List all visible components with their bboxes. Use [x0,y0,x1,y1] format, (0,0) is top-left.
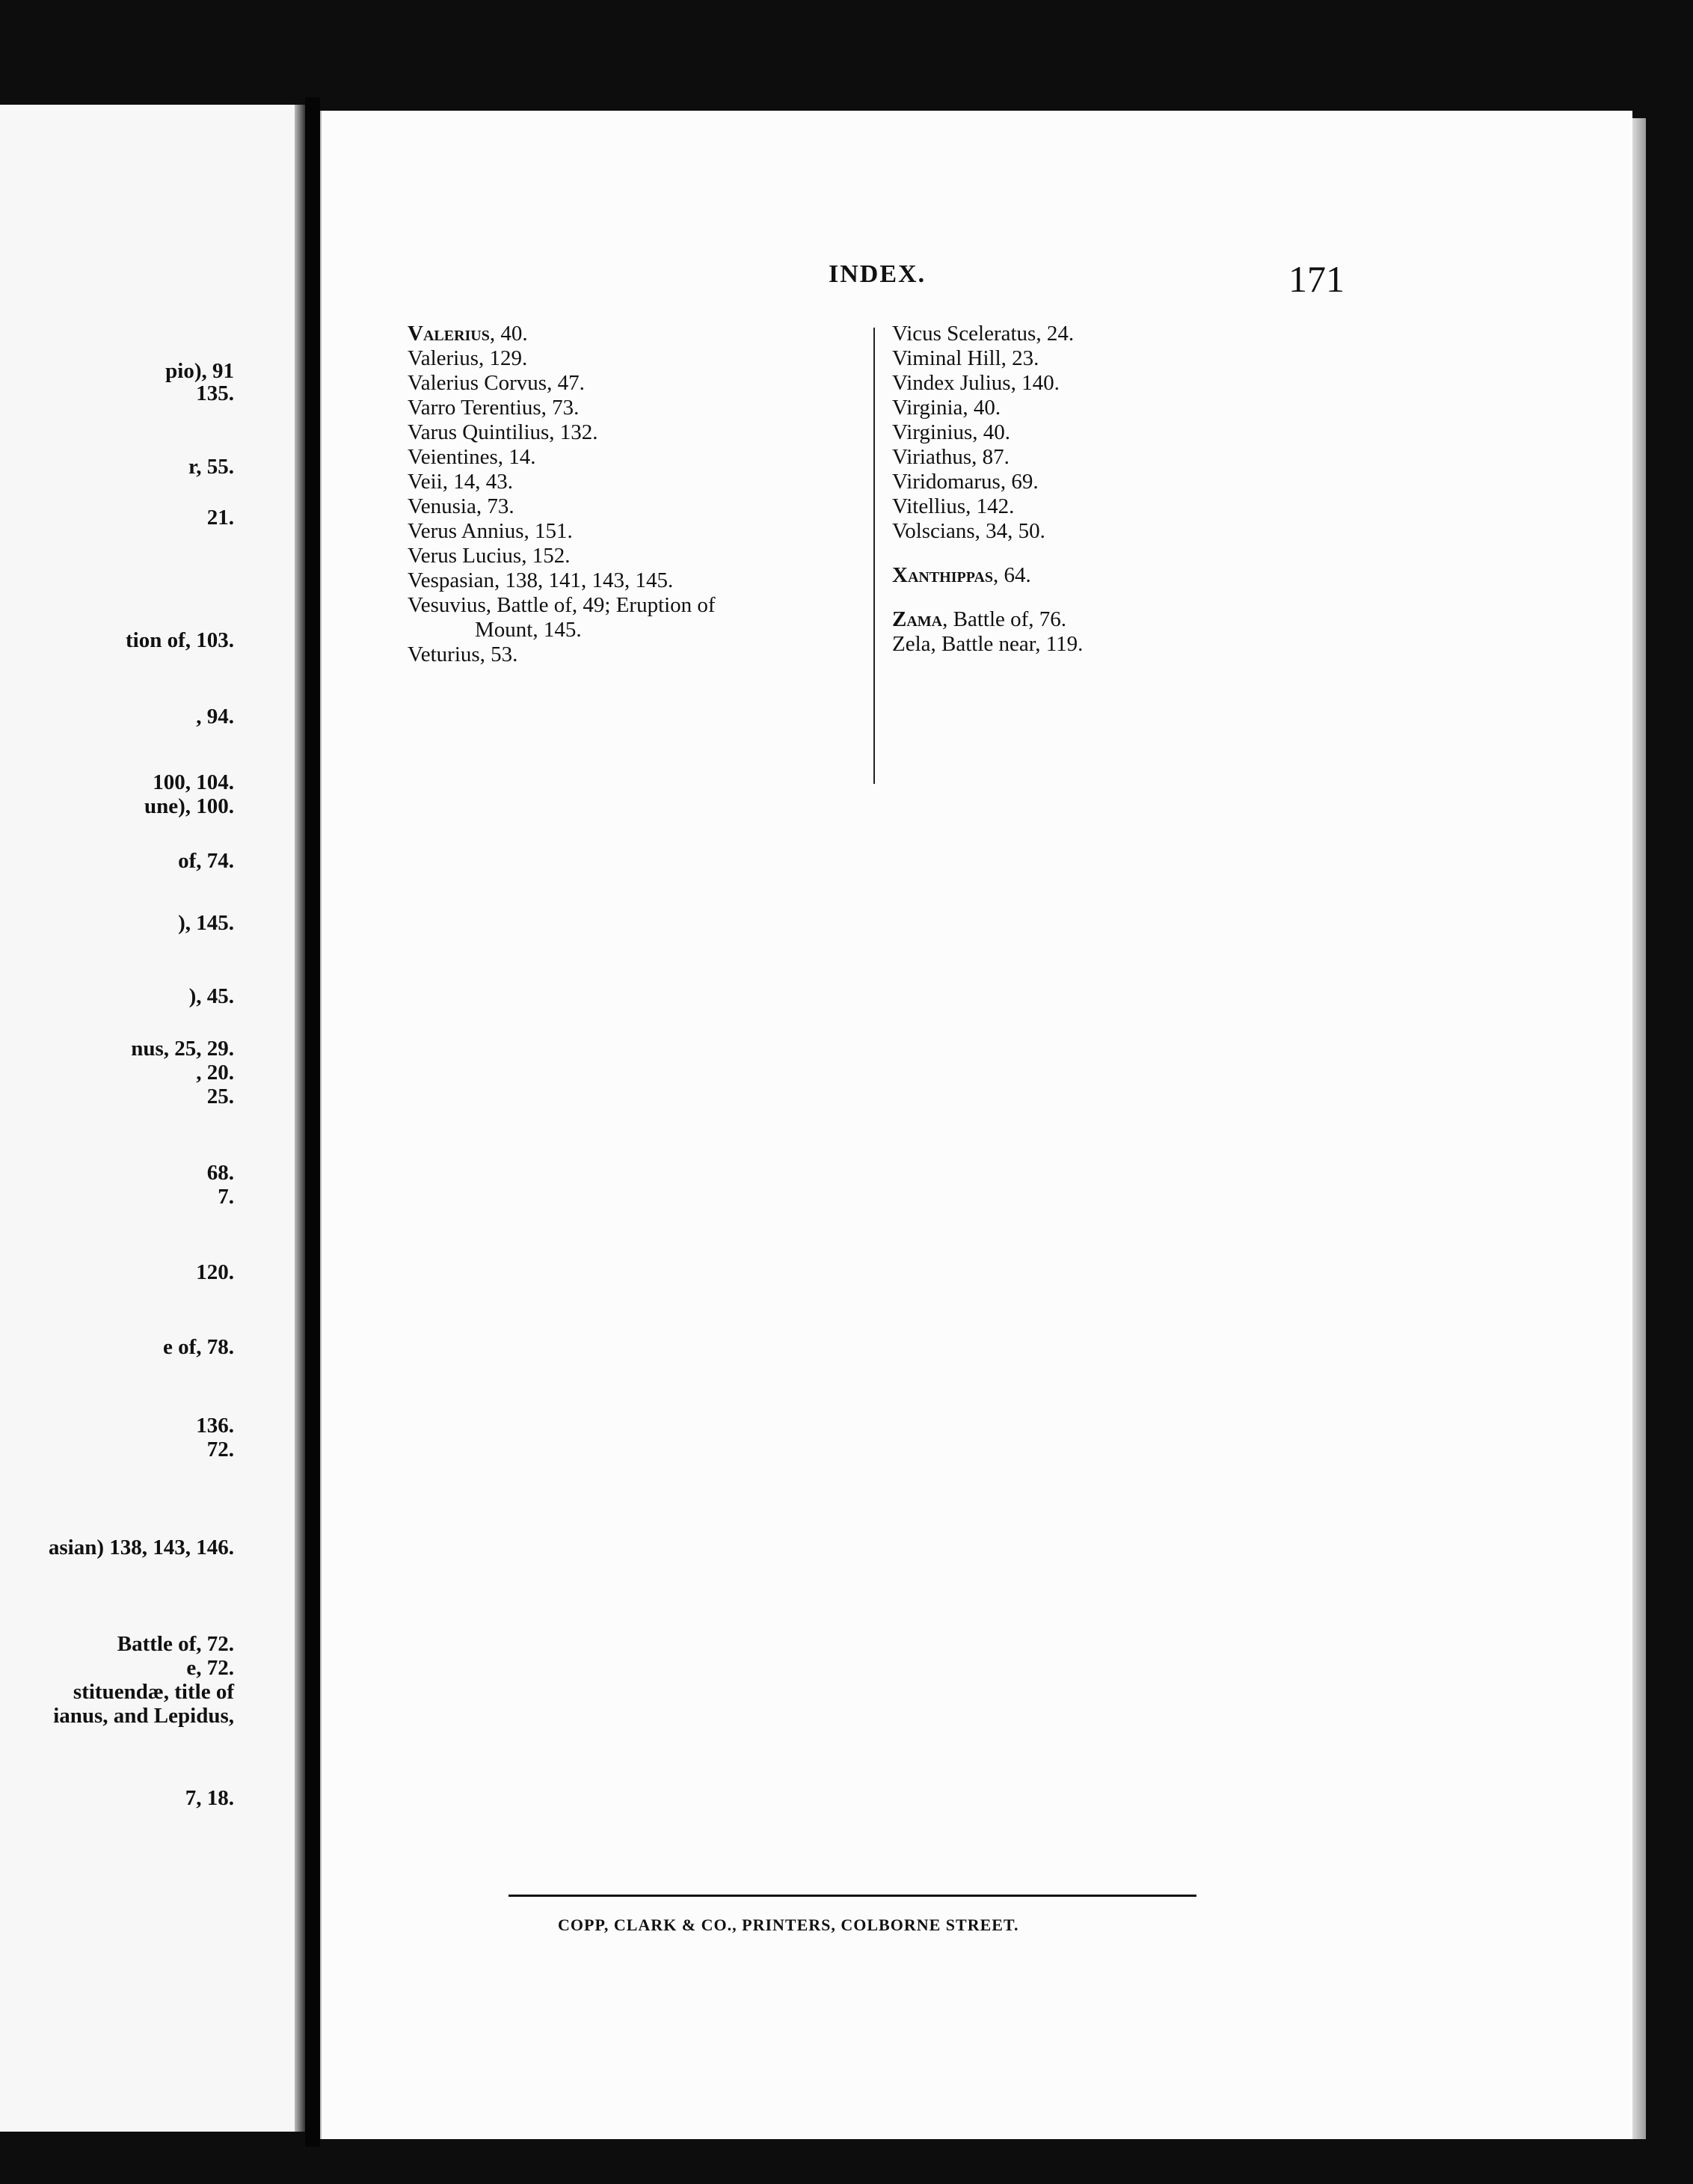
index-entry-text: Valerius Corvus, 47. [408,371,585,395]
index-entry-text: Viriathus, 87. [892,445,1010,469]
index-entry-text: Virginia, 40. [892,396,1001,420]
index-entry [892,420,1266,445]
index-entry-text: Venusia, 73. [408,494,514,518]
index-entry-pages: , Battle of, 76. [942,607,1067,631]
index-entry-text: Viminal Hill, 23. [892,346,1039,370]
index-entry-text: Viridomarus, 69. [892,470,1039,494]
index-entry [408,519,871,544]
index-entry-text: Vespasian, 138, 141, 143, 145. [408,568,674,592]
index-entry-text: Varus Quintilius, 132. [408,420,598,444]
index-entry [892,346,1266,371]
index-entry [408,420,871,445]
column-divider [873,328,875,784]
index-entry [408,494,871,519]
index-entry-pages: , 64. [993,563,1031,587]
index-entry [408,642,871,667]
previous-page-line: stituendæ, title of [73,1680,234,1704]
printer-imprint: COPP, CLARK & CO., PRINTERS, COLBORNE STREET. [558,1915,1019,1934]
book-spine [295,105,305,2132]
index-entry-head: Zama [892,607,943,631]
page-edge [1632,118,1646,2139]
page-gutter [305,97,320,2147]
index-entry [892,519,1266,544]
index-entry [892,322,1266,346]
previous-page-line: pio), 91 [165,359,234,383]
previous-page-line: 100, 104. [153,770,234,794]
index-entry-text: Volscians, 34, 50. [892,519,1045,543]
running-head: INDEX. [829,260,927,288]
previous-page-line: 21. [206,506,234,530]
index-entry-text: Verus Lucius, 152. [408,544,571,568]
page-number: 171 [1288,258,1345,300]
footer-rule [508,1895,1196,1897]
index-entry-continuation: Mount, 145. [475,618,582,642]
index-entry [408,396,871,420]
index-entry [408,593,871,642]
index-entry [408,568,871,593]
index-entry [892,632,1266,657]
index-entry-head: Valerius [408,322,490,346]
index-page [320,111,1632,2139]
index-letter-gap [892,544,1266,563]
previous-page-line: une), 100. [144,794,234,818]
index-entry-text: Virginius, 40. [892,420,1011,444]
previous-page-line: 120. [196,1260,234,1284]
index-entry-text: Veientines, 14. [408,445,536,469]
index-entry-head: Xanthippas [892,563,994,587]
previous-page-line: 7. [218,1185,234,1209]
index-entry-text: Zela, Battle near, 119. [892,632,1084,656]
index-entry [892,470,1266,494]
index-entry-text: Vicus Sceleratus, 24. [892,322,1075,346]
previous-page-line: r, 55. [188,455,234,479]
index-entry [892,371,1266,396]
previous-page-line: 25. [206,1085,234,1108]
previous-page-line: 136. [196,1414,234,1438]
previous-page-line: tion of, 103. [126,628,234,652]
index-entry [408,346,871,371]
previous-page-line: Battle of, 72. [117,1632,234,1656]
previous-page-line: nus, 25, 29. [131,1037,234,1061]
index-entry [892,445,1266,470]
index-column-right [892,322,1266,657]
previous-page-line: ), 145. [178,911,234,935]
index-entry [408,371,871,396]
previous-page-line: , 20. [196,1061,234,1085]
previous-page-line: of, 74. [178,849,234,873]
index-entry-text: Verus Annius, 151. [408,519,573,543]
previous-page-fragment [0,105,305,2132]
index-entry [408,322,871,346]
previous-page-line: ), 45. [188,984,234,1008]
previous-page-line: asian) 138, 143, 146. [48,1536,234,1559]
previous-page-line: 72. [206,1438,234,1461]
index-entry [892,563,1266,588]
index-entry [408,470,871,494]
previous-page-line: 7, 18. [185,1786,234,1810]
index-entry-text: Vesuvius, Battle of, 49; Eruption of [408,593,716,617]
index-letter-gap [892,588,1266,607]
index-entry-pages: , 40. [489,322,528,346]
previous-page-line: ianus, and Lepidus, [53,1704,234,1728]
index-entry-text: Vindex Julius, 140. [892,371,1060,395]
index-entry-text: Vitellius, 142. [892,494,1015,518]
index-entry-text: Veii, 14, 43. [408,470,513,494]
previous-page-line: 68. [206,1161,234,1185]
previous-page-line: 135. [196,381,234,405]
index-entry-text: Veturius, 53. [408,642,518,666]
index-entry [892,607,1266,632]
previous-page-line: e of, 78. [162,1335,234,1359]
previous-page-line: e, 72. [186,1656,234,1680]
index-column-left [408,322,871,667]
index-entry-text: Varro Terentius, 73. [408,396,580,420]
index-entry [892,396,1266,420]
index-entry [408,445,871,470]
index-entry [892,494,1266,519]
previous-page-line: , 94. [196,705,234,728]
index-entry-text: Valerius, 129. [408,346,528,370]
index-entry [408,544,871,568]
